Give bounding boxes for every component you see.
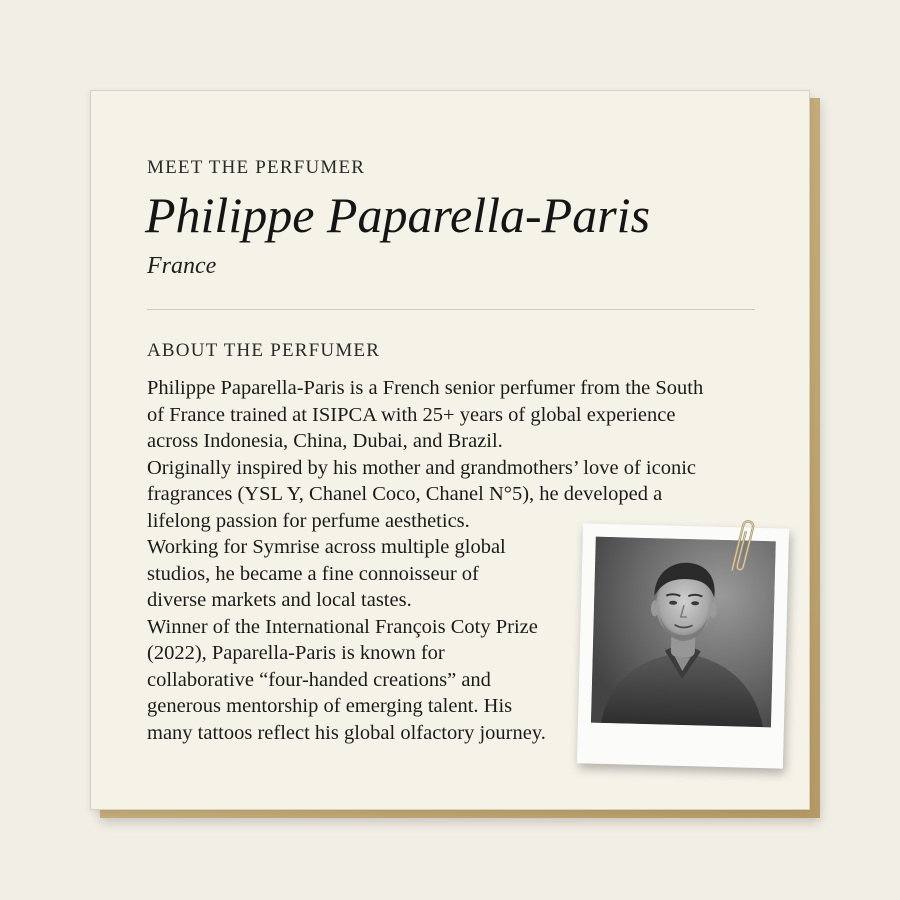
section-title: ABOUT THE PERFUMER <box>147 340 381 361</box>
bio-line: Philippe Paparella-Paris is a French senior perfumer from the South <box>147 377 704 399</box>
eyebrow-label: MEET THE PERFUMER <box>147 157 366 178</box>
bio-line: lifelong passion for perfume aesthetics. <box>147 509 470 532</box>
bio-line: (2022), Paparella-Paris is known for <box>147 642 445 664</box>
divider <box>147 309 755 310</box>
bio-line: many tattoos reflect his global olfactory journey. <box>147 721 546 744</box>
bio-line: across Indonesia, China, Dubai, and Brazil. <box>147 430 503 452</box>
bio-line: Originally inspired by his mother and grandmothers’ love of iconic <box>147 456 697 479</box>
perfumer-name: Philippe Paparella-Paris <box>145 187 651 243</box>
bio-line: diverse markets and local tastes. <box>147 589 412 611</box>
bio-line: of France trained at ISIPCA with 25+ years of global experience <box>147 403 676 426</box>
bio-line: Working for Symrise across multiple global <box>147 536 506 558</box>
bio-line: studios, he became a fine connoisseur of <box>147 562 479 585</box>
bio-line: Winner of the International François Coty Prize <box>147 615 538 638</box>
polaroid-photo <box>577 523 789 768</box>
bio-line: fragrances (YSL Y, Chanel Coco, Chanel N°5), he developed a <box>147 483 663 505</box>
perfumer-country: France <box>147 253 217 279</box>
bio-line: generous mentorship of emerging talent. His <box>147 695 513 717</box>
bio-line: collaborative “four-handed creations” and <box>147 668 491 691</box>
